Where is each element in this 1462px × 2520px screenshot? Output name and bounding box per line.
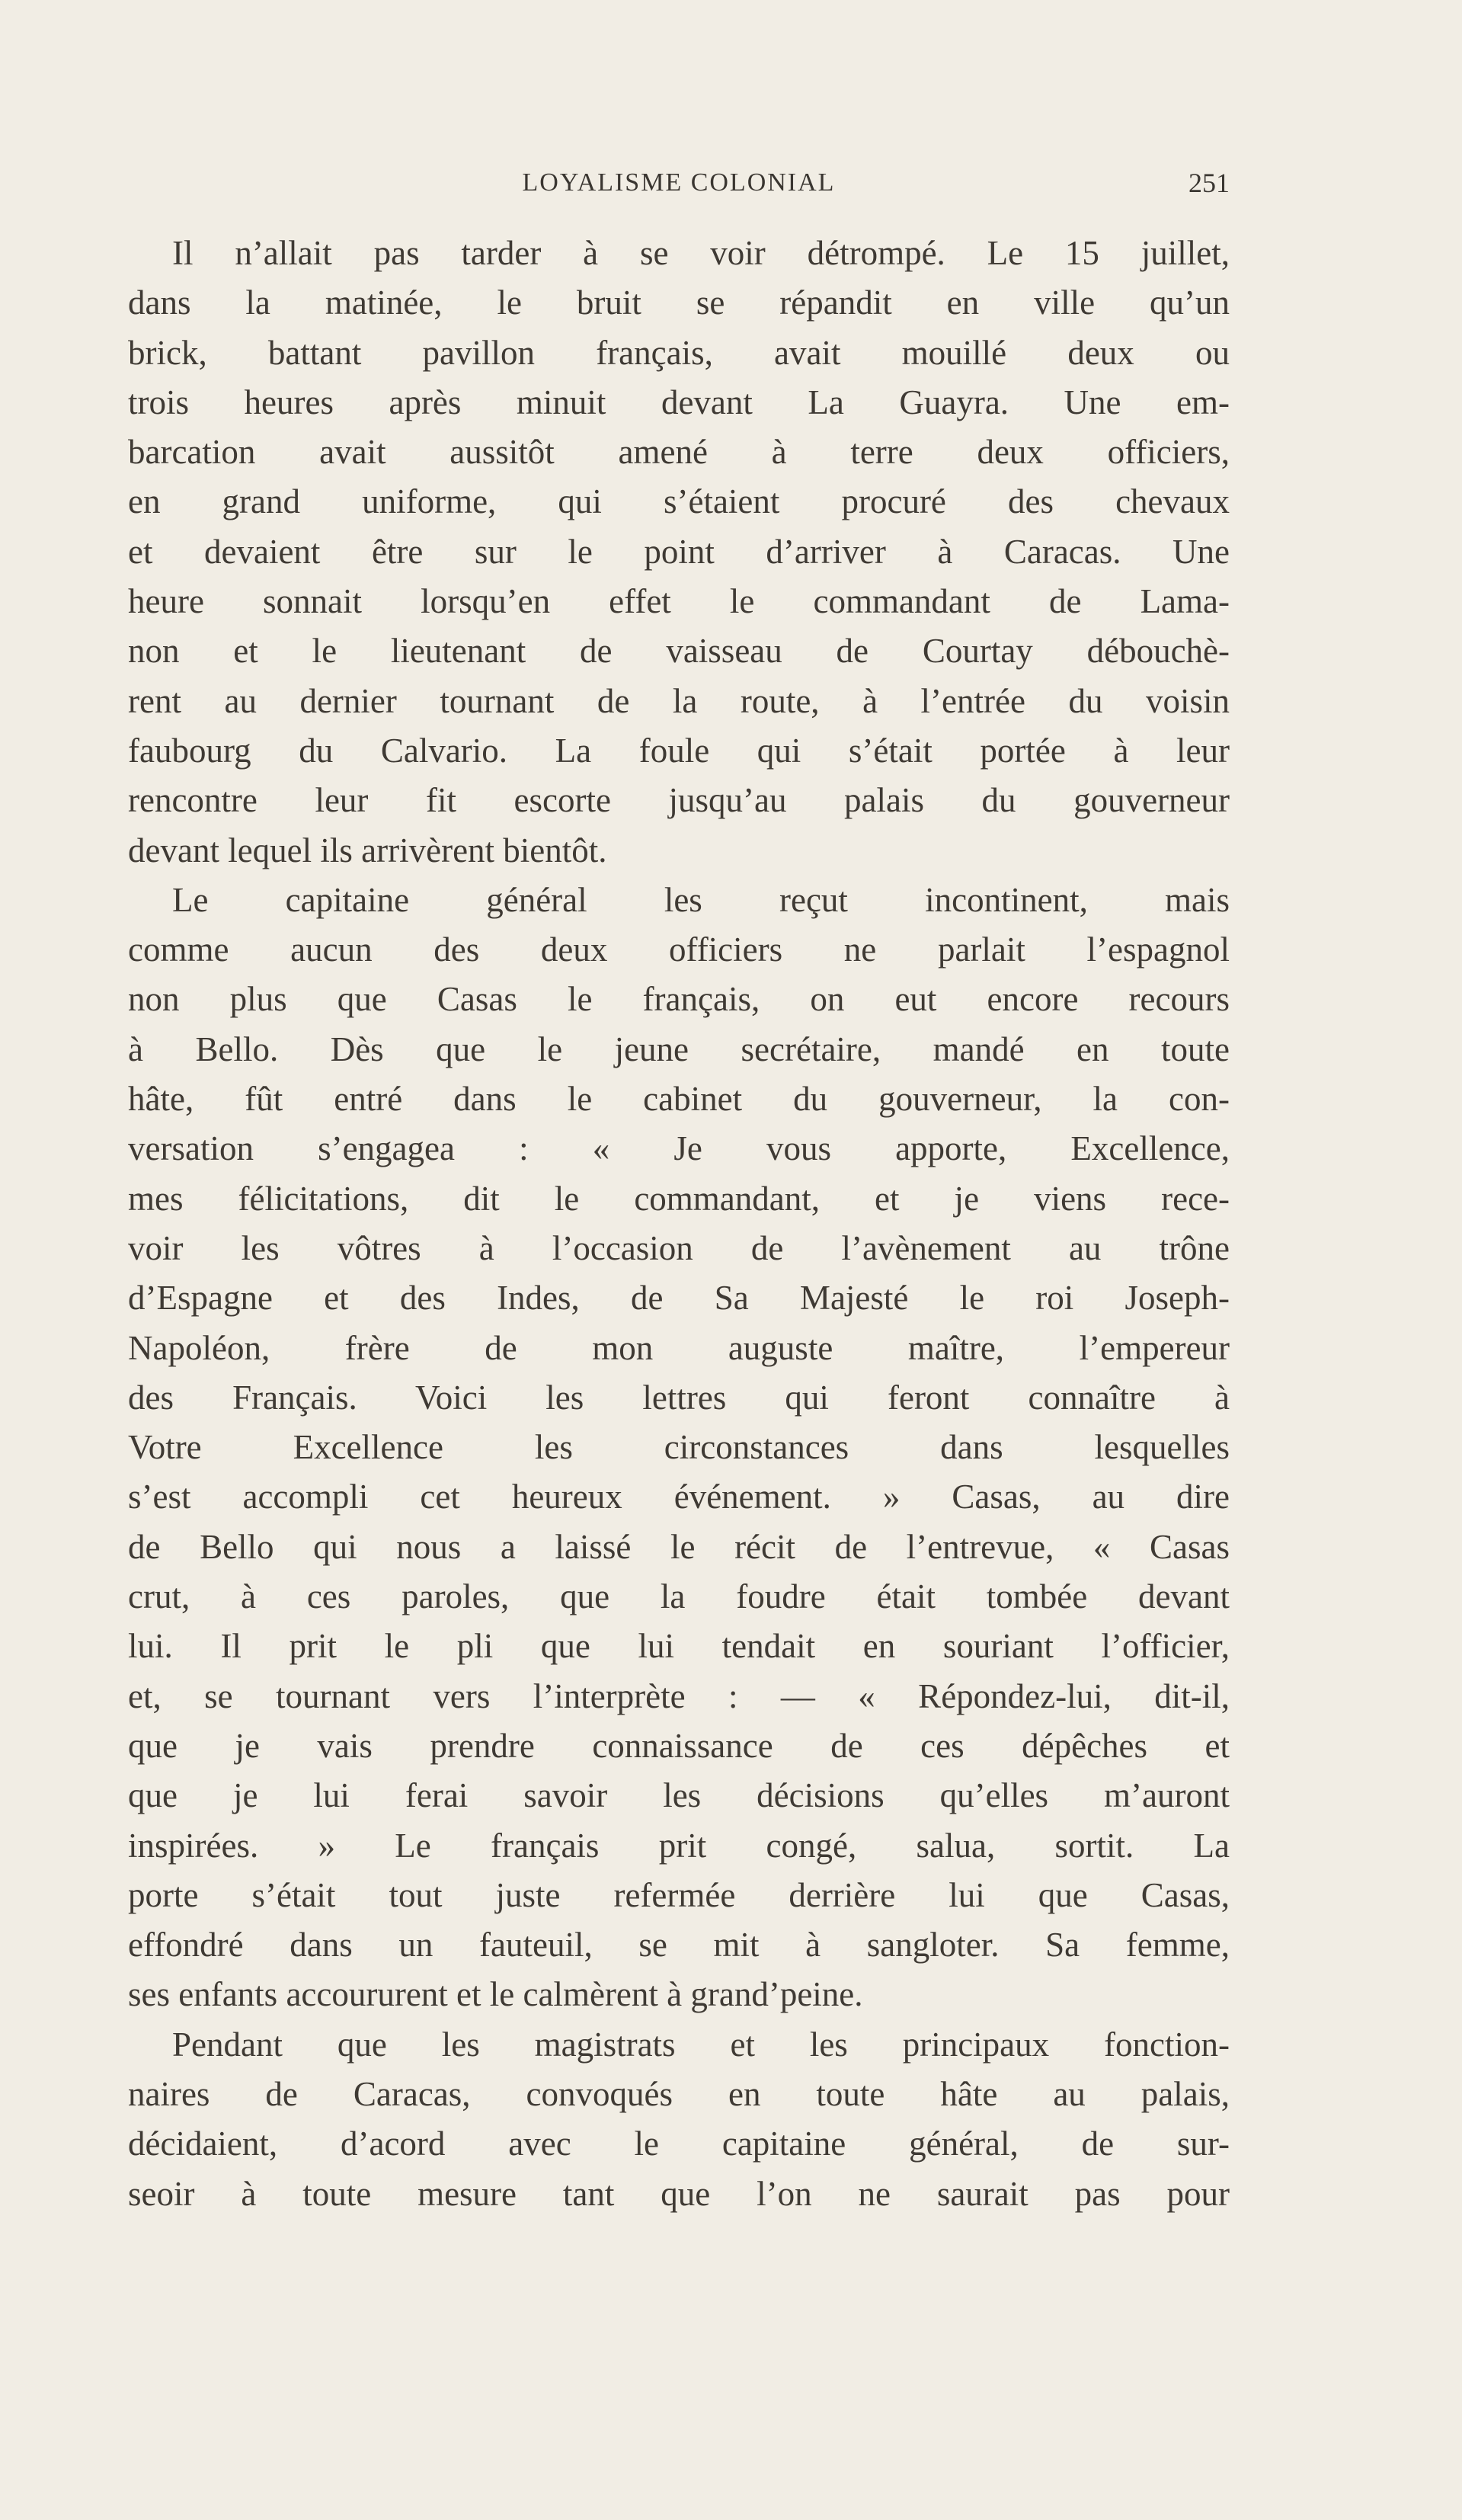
text-line: mes félicitations, dit le commandant, et je viens rece- (128, 1179, 1230, 1218)
text-line: porte s’était tout juste refermée derrière lui que Casas, (128, 1875, 1230, 1914)
running-head (128, 160, 1230, 206)
body-text (128, 229, 1230, 2219)
text-line: seoir à toute mesure tant que l’on ne saurait pas pour (128, 2174, 1230, 2213)
text-line: de Bello qui nous a laissé le récit de l’entrevue, « Casas (128, 1527, 1230, 1566)
text-line: Il n’allait pas tarder à se voir détrompé. Le 15 juillet, (172, 234, 1230, 272)
text-line: Napoléon, frère de mon auguste maître, l’empereur (128, 1328, 1230, 1367)
text-line: faubourg du Calvario. La foule qui s’était portée à leur (128, 731, 1230, 770)
text-line: effondré dans un fauteuil, se mit à sangloter. Sa femme, (128, 1926, 1230, 1964)
text-line: barcation avait aussitôt amené à terre deux officiers, (128, 433, 1230, 472)
text-line: Le capitaine général les reçut incontinent, mais (172, 880, 1230, 919)
text-line: s’est accompli cet heureux événement. » Casas, au dire (128, 1478, 1230, 1516)
text-line: brick, battant pavillon français, avait mouillé deux ou (128, 333, 1230, 372)
text-line: non plus que Casas le français, on eut encore recours (128, 980, 1230, 1019)
text-line: naires de Caracas, convoqués en toute hâte au palais, (128, 2074, 1230, 2113)
text-line: rent au dernier tournant de la route, à l’entrée du voisin (128, 681, 1230, 720)
text-line: Pendant que les magistrats et les principaux fonction- (172, 2025, 1230, 2064)
text-line: et devaient être sur le point d’arriver à Caracas. Une (128, 532, 1230, 571)
text-line: versation s’engagea : « Je vous apporte, Excellence, (128, 1129, 1230, 1168)
text-line: que je lui ferai savoir les décisions qu’elles m’auront (128, 1776, 1230, 1815)
text-line: hâte, fût entré dans le cabinet du gouverneur, la con- (128, 1080, 1230, 1119)
text-line: des Français. Voici les lettres qui feront connaître à (128, 1378, 1230, 1417)
text-line: à Bello. Dès que le jeune secrétaire, mandé en toute (128, 1029, 1230, 1068)
text-line: rencontre leur fit escorte jusqu’au palais du gouverneur (128, 781, 1230, 820)
text-line: inspirées. » Le français prit congé, salua, sortit. La (128, 1826, 1230, 1865)
text-line: d’Espagne et des Indes, de Sa Majesté le roi Joseph- (128, 1279, 1230, 1318)
text-line: que je vais prendre connaissance de ces dépêches et (128, 1726, 1230, 1765)
text-line: comme aucun des deux officiers ne parlait l’espagnol (128, 930, 1230, 969)
text-line: voir les vôtres à l’occasion de l’avènement au trône (128, 1228, 1230, 1267)
text-line: heure sonnait lorsqu’en effet le commandant de Lama- (128, 582, 1230, 621)
page-number: 251 (1188, 168, 1230, 198)
text-line: en grand uniforme, qui s’étaient procuré des chevaux (128, 482, 1230, 521)
text-line: dans la matinée, le bruit se répandit en ville qu’un (128, 283, 1230, 322)
text-line: et, se tournant vers l’interprète : — « Répondez-lui, dit-il, (128, 1676, 1230, 1715)
running-title: LOYALISME COLONIAL (522, 168, 836, 197)
text-line: décidaient, d’acord avec le capitaine général, de sur- (128, 2125, 1230, 2163)
text-line: Votre Excellence les circonstances dans lesquelles (128, 1428, 1230, 1467)
text-line: ses enfants accoururent et le calmèrent à grand’peine. (128, 1975, 863, 2014)
text-line: trois heures après minuit devant La Guayra. Une em- (128, 383, 1230, 421)
text-line: devant lequel ils arrivèrent bientôt. (128, 831, 607, 869)
text-line: lui. Il prit le pli que lui tendait en souriant l’officier, (128, 1627, 1230, 1666)
text-line: crut, à ces paroles, que la foudre était tombée devant (128, 1577, 1230, 1616)
text-line: non et le lieutenant de vaisseau de Courtay débouchè- (128, 632, 1230, 671)
